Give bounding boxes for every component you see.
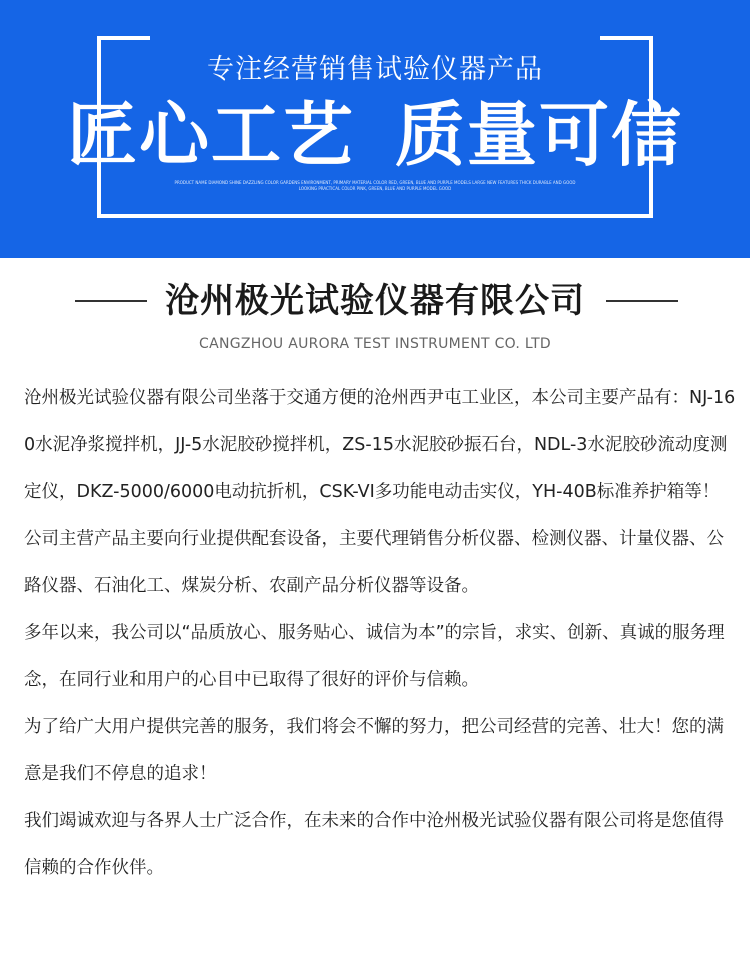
paragraph-intro: 沧州极光试验仪器有限公司坐落于交通方便的沧州西尹屯工业区，本公司主要产品有：NJ-160水泥净浆搅拌机，JJ-5水泥胶砂搅拌机，ZS-15水泥胶砂振石台，NDL-3水泥胶砂流动度测定仪，DKZ-5000/6000电动抗折机，CSK-VI多功能电动击实仪，YH-40B标准养护箱等！ — [24, 388, 736, 502]
banner-fine-print: PRODUCT NAME DIAMOND SHINE DAZZLING COLOR GARDENS ENVIRONMENT, PRIMARY MATERIAL COLOR RED, GREEN, BLUE AND PURPLE MODELS LARGE NEW FEATURES THICK DURABLE AND GOOD LOOKING PRACTICAL COLOR PINK, GREEN, BLUE AND PURPLE MODEL GOOD — [174, 180, 576, 191]
paragraph-business: 公司主营产品主要向行业提供配套设备，主要代理销售分析仪器、检测仪器、计量仪器、公路仪器、石油化工、煤炭分析、农副产品分析仪器等设备。 — [24, 529, 724, 596]
paragraph-philosophy: 多年以来，我公司以“品质放心、服务贴心、诚信为本”的宗旨，求实、创新、真诚的服务理念，在同行业和用户的心目中已取得了很好的评价与信赖。 — [24, 623, 725, 690]
header-banner — [0, 0, 750, 258]
banner-headline-left: 匠心工艺 — [67, 94, 355, 176]
paragraph-cooperation: 我们竭诚欢迎与各界人士广泛合作，在未来的合作中沧州极光试验仪器有限公司将是您值得信赖的合作伙伴。 — [24, 811, 724, 878]
company-description — [24, 375, 736, 892]
company-name: 沧州极光试验仪器有限公司 — [165, 281, 585, 321]
banner-headline-right: 质量可信 — [395, 94, 683, 176]
paragraph-service: 为了给广大用户提供完善的服务，我们将会不懈的努力，把公司经营的完善、壮大！您的满意是我们不停息的追求！ — [24, 717, 724, 784]
banner-frame-gap — [150, 32, 600, 44]
title-rule-right — [606, 300, 678, 302]
company-name-english: CANGZHOU AURORA TEST INSTRUMENT CO. LTD — [199, 336, 551, 352]
banner-headline — [0, 94, 750, 176]
banner-subtitle: 专注经营销售试验仪器产品 — [207, 54, 543, 85]
